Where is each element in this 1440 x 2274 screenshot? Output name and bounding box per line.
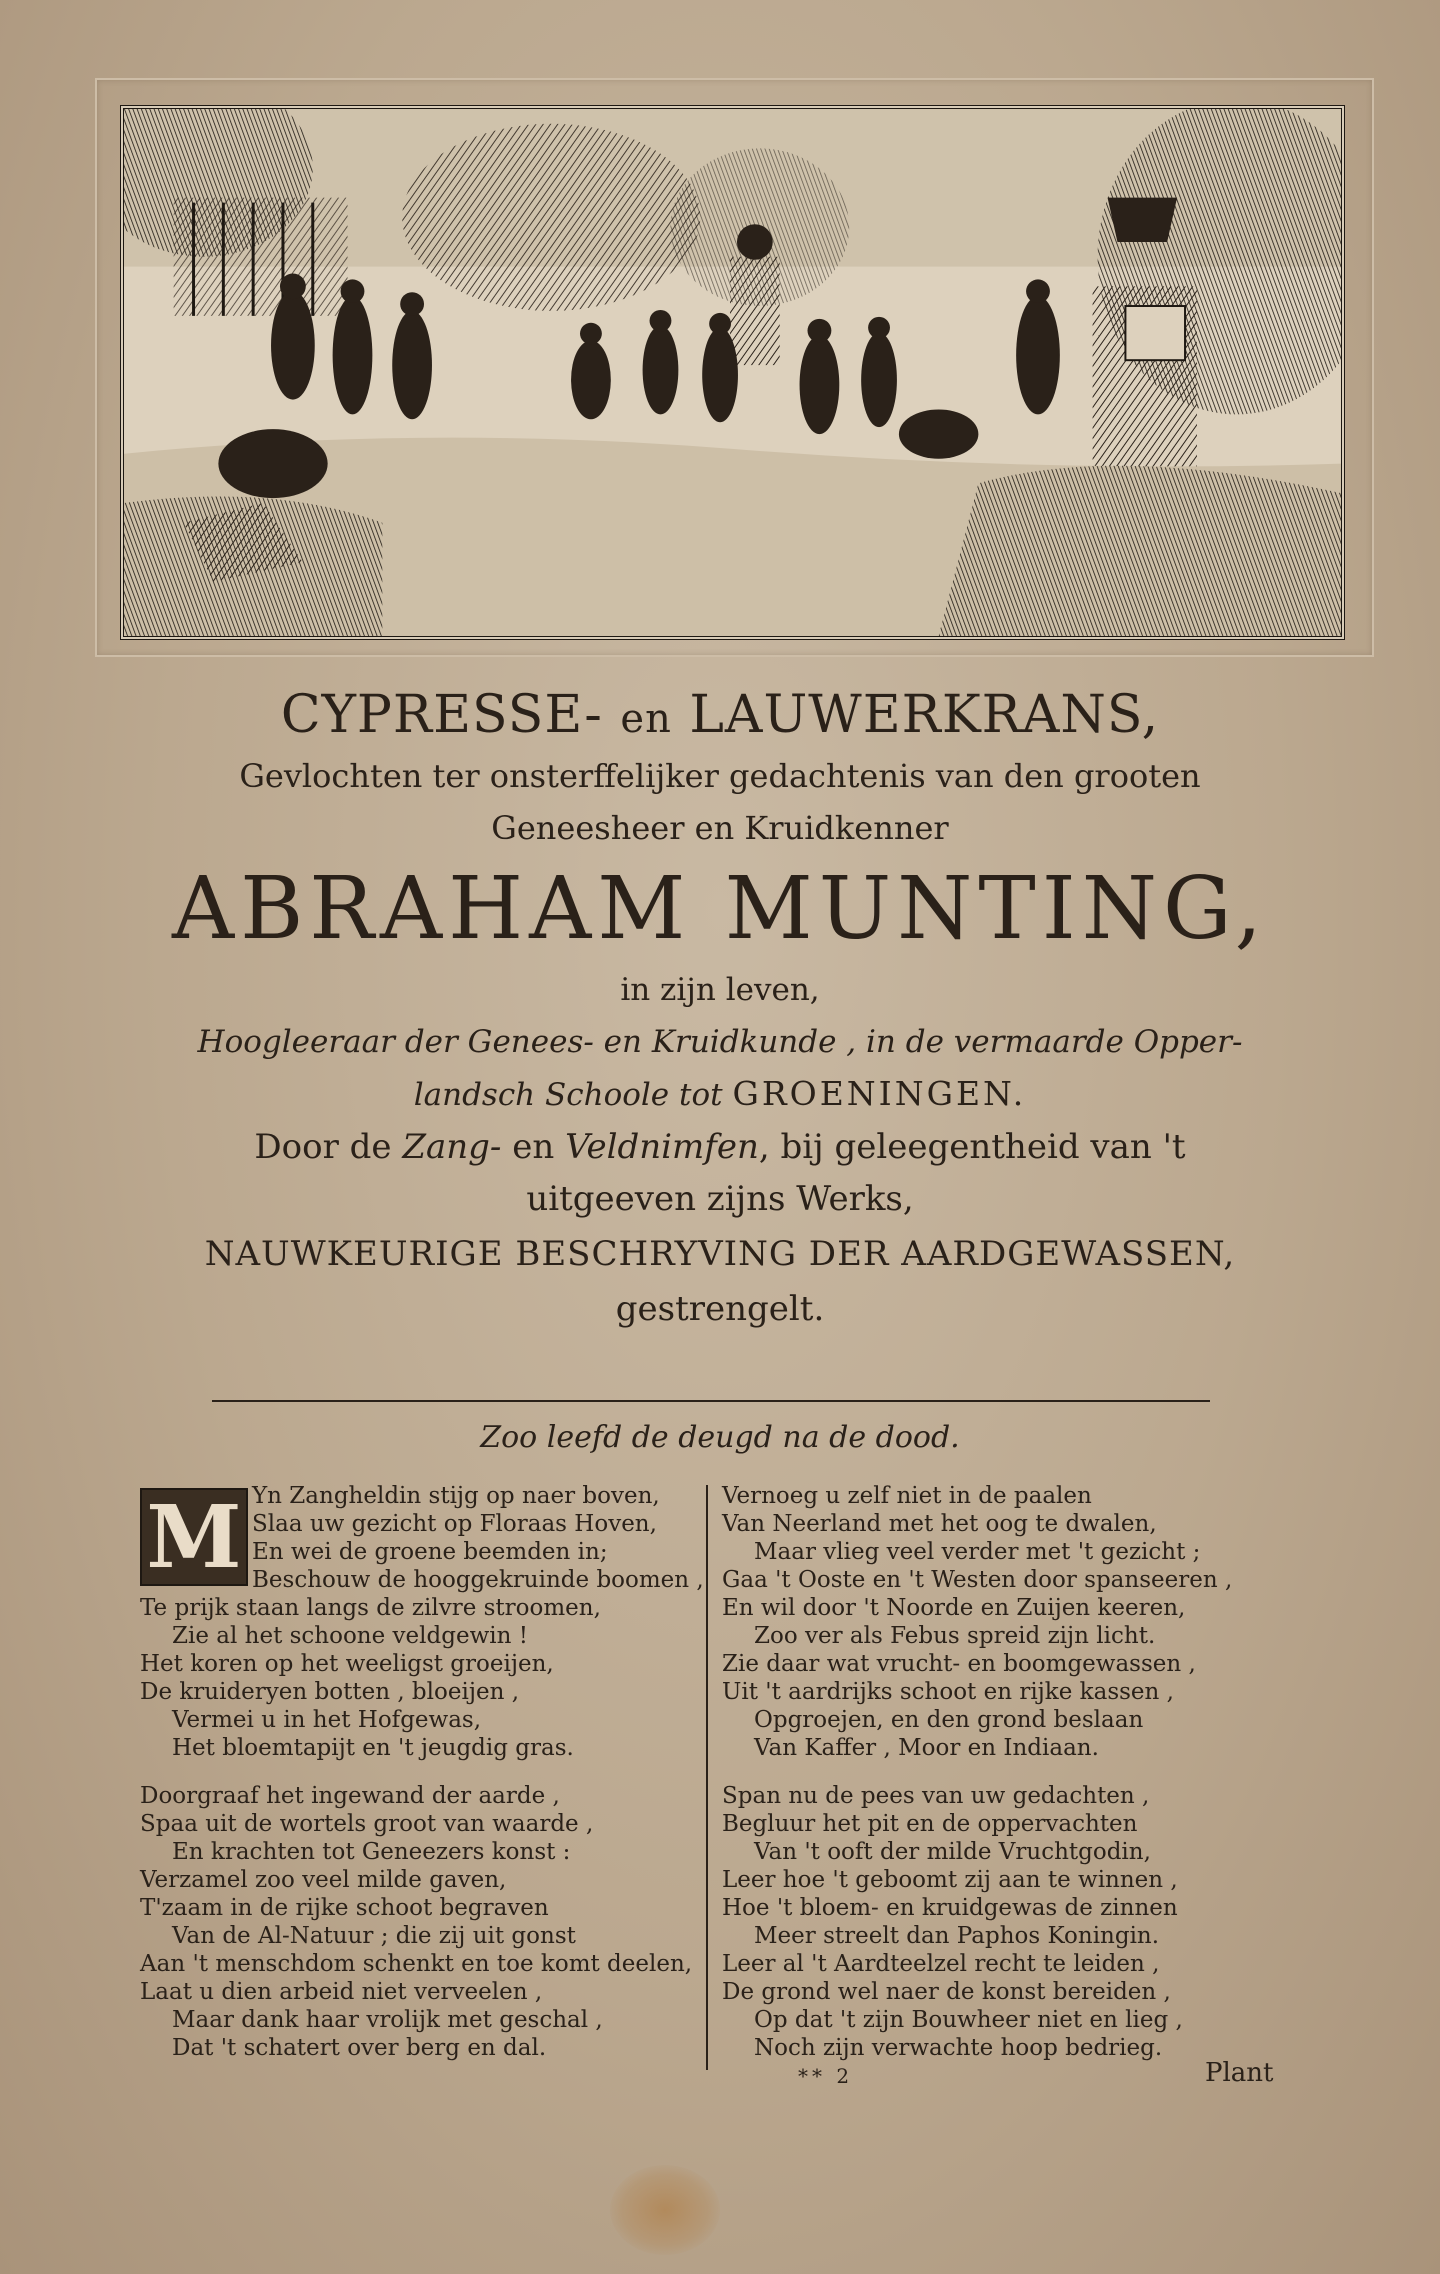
- title-line-groeningen: landsch Schoole tot GROENINGEN.: [413, 1074, 1027, 1113]
- poem-line: Het koren op het weeligst groeijen,: [140, 1651, 554, 1677]
- poem-line: En wei de groene beemden in;: [252, 1539, 608, 1565]
- poem-column-right: [722, 1482, 1242, 2062]
- poem-line: Dat 't schatert over berg en dal.: [172, 2035, 547, 2061]
- poem-line: Zoo ver als Febus spreid zijn licht.: [754, 1623, 1156, 1649]
- poem-column-left: [140, 1482, 704, 2062]
- engraving-illustration: [124, 109, 1341, 636]
- poem-line: Slaa uw gezicht op Floraas Hoven,: [252, 1511, 657, 1537]
- poem-line: Zie daar wat vrucht- en boomgewassen ,: [722, 1651, 1196, 1677]
- poem-line: Van Neerland met het oog te dwalen,: [722, 1511, 1157, 1537]
- stanza-gap: [140, 1762, 700, 1782]
- poem-line: Spaa uit de wortels groot van waarde ,: [140, 1811, 594, 1837]
- title-block: [0, 680, 1440, 1335]
- column-divider: [706, 1485, 708, 2070]
- poem-line: Aan 't menschdom schenkt en toe komt deelen,: [140, 1951, 693, 1977]
- poem-line: Te prijk staan langs de zilvre stroomen,: [140, 1595, 601, 1621]
- poem-line: Het bloemtapijt en 't jeugdig gras.: [172, 1735, 574, 1761]
- poem-line: Maar dank haar vrolijk met geschal ,: [172, 2007, 603, 2033]
- title-line-hoogleeraar: Hoogleeraar der Genees- en Kruidkunde , in de vermaarde Opper-: [197, 1024, 1243, 1060]
- poem-line: Gaa 't Ooste en 't Westen door spanseeren ,: [722, 1567, 1233, 1593]
- catchword: Plant: [1205, 2058, 1274, 2088]
- stanza-gap: [722, 1762, 1242, 1782]
- poem-line: En krachten tot Geneezers konst :: [172, 1839, 571, 1865]
- poem-line: Begluur het pit en de oppervachten: [722, 1811, 1138, 1837]
- poem-line: Opgroejen, en den grond beslaan: [754, 1707, 1144, 1733]
- title-line-beschryving: NAUWKEURIGE BESCHRYVING DER AARDGEWASSEN,: [204, 1234, 1236, 1274]
- poem-line: Van Kaffer , Moor en Indiaan.: [754, 1735, 1099, 1761]
- title-line-leven: in zijn leven,: [620, 972, 820, 1008]
- poem-line: Van de Al-Natuur ; die zij uit gonst: [172, 1923, 576, 1949]
- poem-line: Vermei u in het Hofgewas,: [172, 1707, 482, 1733]
- engraving-garden-scene: [120, 105, 1345, 640]
- poem-line: Leer hoe 't geboomt zij aan te winnen ,: [722, 1867, 1178, 1893]
- poem-line: Uit 't aardrijks schoot en rijke kassen ,: [722, 1679, 1174, 1705]
- poem-line: T'zaam in de rijke schoot begraven: [140, 1895, 549, 1921]
- poem-line: Maar vlieg veel verder met 't gezicht ;: [754, 1539, 1201, 1565]
- motto: Zoo leefd de deugd na de dood.: [480, 1420, 960, 1455]
- title-line-door: Door de Zang- en Veldnimfen, bij geleegentheid van 't: [254, 1127, 1186, 1167]
- poem-line: Verzamel zoo veel milde gaven,: [140, 1867, 507, 1893]
- drop-cap: M: [140, 1488, 248, 1586]
- poem-line: Span nu de pees van uw gedachten ,: [722, 1783, 1150, 1809]
- poem-line: Leer al 't Aardteelzel recht te leiden ,: [722, 1951, 1160, 1977]
- paper-stain: [610, 2165, 720, 2255]
- poem-line: De grond wel naer de konst bereiden ,: [722, 1979, 1171, 2005]
- poem-line: Doorgraaf het ingewand der aarde ,: [140, 1783, 560, 1809]
- poem-line: Meer streelt dan Paphos Koningin.: [754, 1923, 1160, 1949]
- poem-line: Op dat 't zijn Bouwheer niet en lieg ,: [754, 2007, 1183, 2033]
- poem-line: Vernoeg u zelf niet in de paalen: [722, 1483, 1092, 1509]
- poem-line: Yn Zangheldin stijg op naer boven,: [252, 1483, 660, 1509]
- poem-line: Zie al het schoone veldgewin !: [172, 1623, 528, 1649]
- poem-line: Hoe 't bloem- en kruidgewas de zinnen: [722, 1895, 1178, 1921]
- title-line-uitgeeven: uitgeeven zijns Werks,: [526, 1179, 914, 1219]
- poem-line: Noch zijn verwachte hoop bedrieg.: [754, 2035, 1163, 2061]
- poem-line: De kruideryen botten , bloeijen ,: [140, 1679, 520, 1705]
- title-rule: [212, 1400, 1210, 1402]
- title-line-geneesheer: Geneesheer en Kruidkenner: [491, 809, 949, 847]
- poem-line: En wil door 't Noorde en Zuijen keeren,: [722, 1595, 1186, 1621]
- poem-line: Beschouw de hooggekruinde boomen ,: [252, 1567, 704, 1593]
- poem-line: Laat u dien arbeid niet verveelen ,: [140, 1979, 543, 2005]
- poem-line: Van 't ooft der milde Vruchtgodin,: [754, 1839, 1151, 1865]
- title-line-cypresse: CYPRESSE- en LAUWERKRANS,: [280, 685, 1160, 745]
- title-line-gestrengelt: gestrengelt.: [615, 1289, 825, 1329]
- signature-mark: ** 2: [798, 2064, 854, 2088]
- title-name: ABRAHAM MUNTING,: [171, 859, 1268, 959]
- title-line-gevlochten: Gevlochten ter onsterffelijker gedachtenis van den grooten: [239, 757, 1201, 795]
